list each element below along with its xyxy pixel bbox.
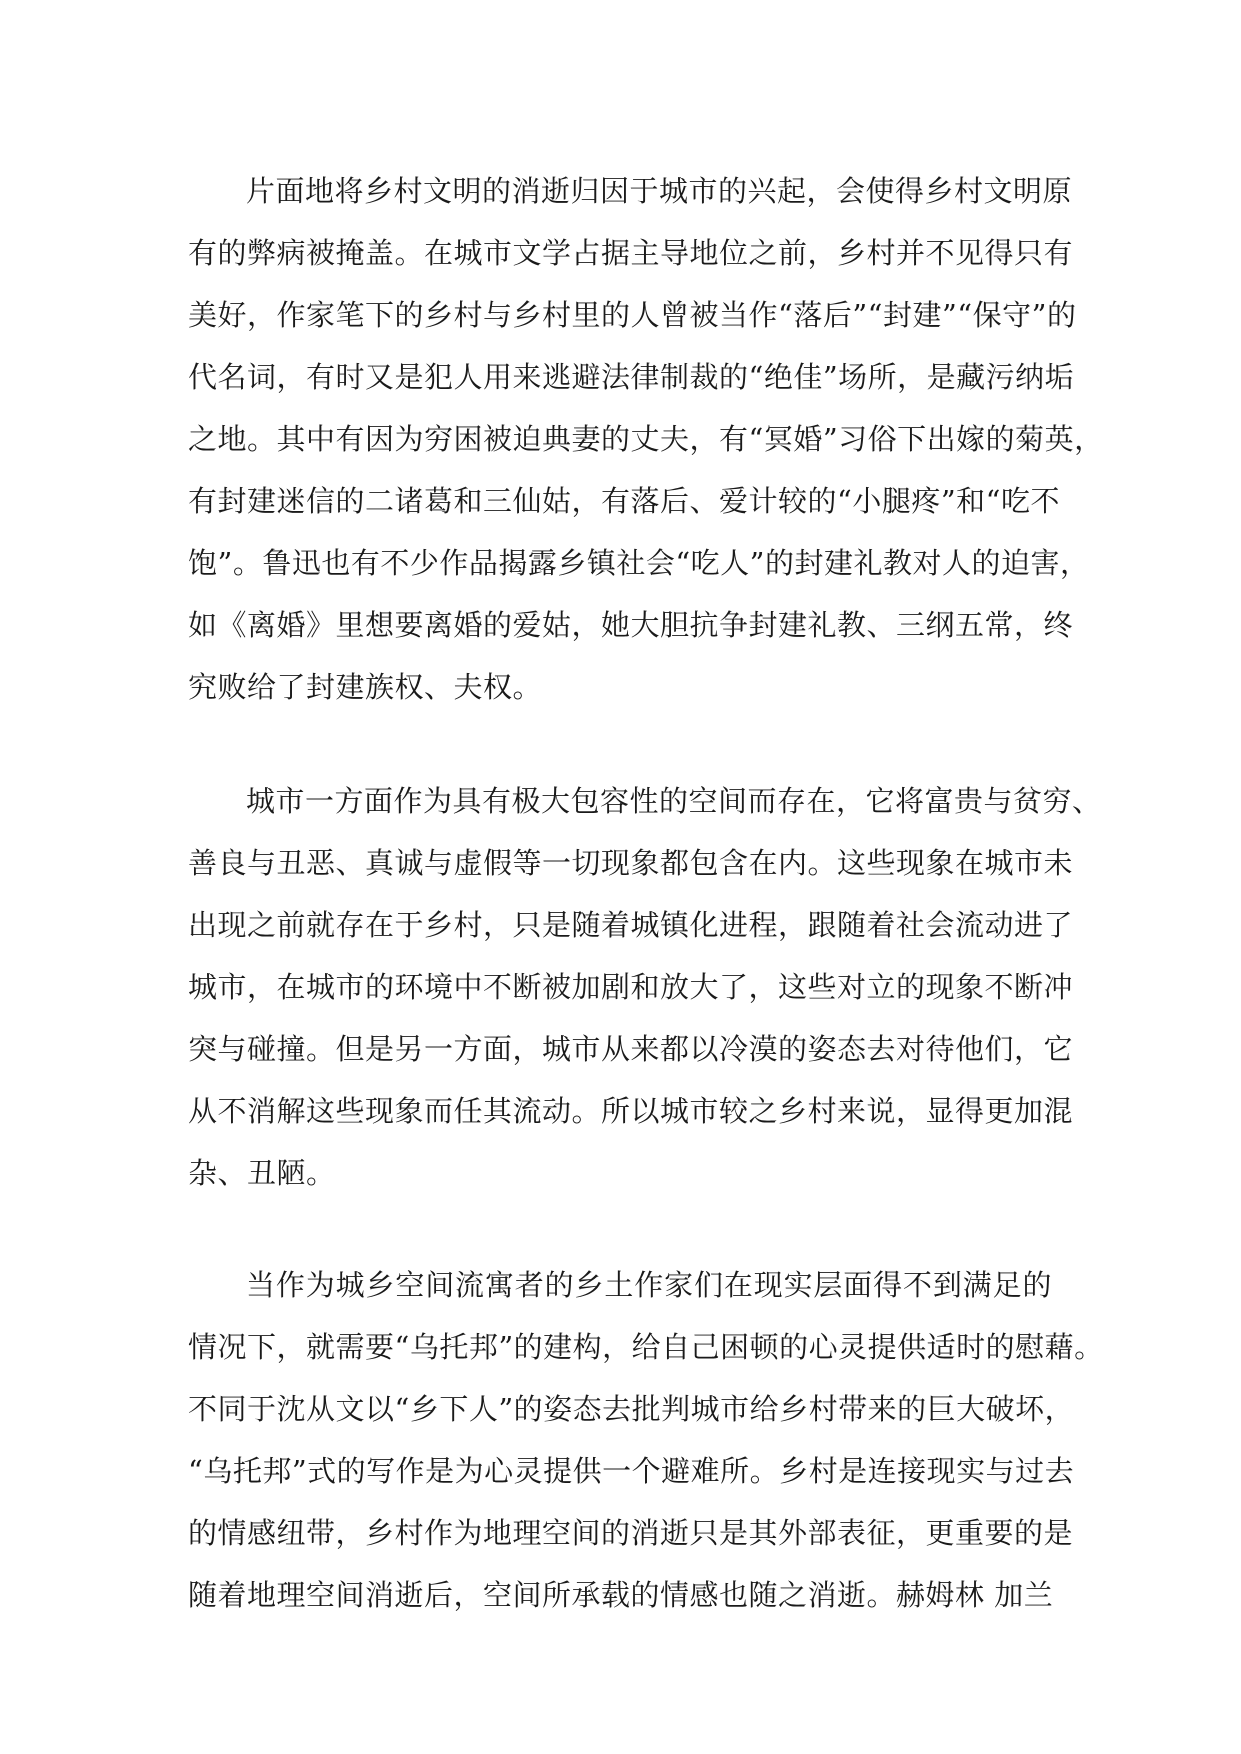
- text-line: 城市一方面作为具有极大包容性的空间而存在，它将富贵与贫穷、: [246, 784, 1102, 818]
- text-line: 的情感纽带，乡村作为地理空间的消逝只是其外部表征，更重要的是: [188, 1516, 1074, 1550]
- paragraph-spacer: [188, 1204, 1052, 1254]
- text-line: 之地。其中有因为穷困被迫典妻的丈夫，有“冥婚”习俗下出嫁的菊英，: [188, 422, 1104, 456]
- text-line: 突与碰撞。但是另一方面，城市从来都以冷漠的姿态去对待他们，它: [188, 1032, 1074, 1066]
- text-line: 城市，在城市的环境中不断被加剧和放大了，这些对立的现象不断冲: [188, 970, 1074, 1004]
- text-line: 美好，作家笔下的乡村与乡村里的人曾被当作“落后”“封建”“保守”的: [188, 298, 1077, 332]
- paragraph-2: [188, 770, 1102, 1204]
- text-line: 如《离婚》里想要离婚的爱姑，她大胆抗争封建礼教、三纲五常，终: [188, 608, 1074, 642]
- paragraph-3: [188, 1254, 1104, 1626]
- paragraph-spacer: [188, 718, 1052, 770]
- text-line: 饱”。鲁迅也有不少作品揭露乡镇社会“吃人”的封建礼教对人的迫害，: [188, 546, 1090, 580]
- text-line: 片面地将乡村文明的消逝归因于城市的兴起，会使得乡村文明原: [246, 174, 1073, 208]
- text-line: “乌托邦”式的写作是为心灵提供一个避难所。乡村是连接现实与过去: [188, 1454, 1075, 1488]
- text-line: 代名词，有时又是犯人用来逃避法律制裁的“绝佳”场所，是藏污纳垢: [188, 360, 1075, 394]
- text-line: 不同于沈从文以“乡下人”的姿态去批判城市给乡村带来的巨大破坏，: [188, 1392, 1075, 1426]
- paragraph-1: [188, 160, 1104, 718]
- text-line: 有的弊病被掩盖。在城市文学占据主导地位之前，乡村并不见得只有: [188, 236, 1074, 270]
- text-line: 从不消解这些现象而任其流动。所以城市较之乡村来说，显得更加混: [188, 1094, 1074, 1128]
- text-line: 出现之前就存在于乡村，只是随着城镇化进程，跟随着社会流动进了: [188, 908, 1074, 942]
- text-line: 有封建迷信的二诸葛和三仙姑，有落后、爱计较的“小腿疼”和“吃不: [188, 484, 1060, 518]
- text-line: 情况下，就需要“乌托邦”的建构，给自己困顿的心灵提供适时的慰藉。: [188, 1330, 1104, 1364]
- text-line: 当作为城乡空间流寓者的乡土作家们在现实层面得不到满足的: [246, 1268, 1052, 1302]
- text-line: 究败给了封建族权、夫权。: [188, 670, 543, 704]
- text-line: 善良与丑恶、真诚与虚假等一切现象都包含在内。这些现象在城市未: [188, 846, 1074, 880]
- document-page: [188, 160, 1104, 1626]
- text-line: 随着地理空间消逝后，空间所承载的情感也随之消逝。赫姆林 加兰: [188, 1578, 1054, 1612]
- text-line: 杂、丑陋。: [188, 1156, 336, 1190]
